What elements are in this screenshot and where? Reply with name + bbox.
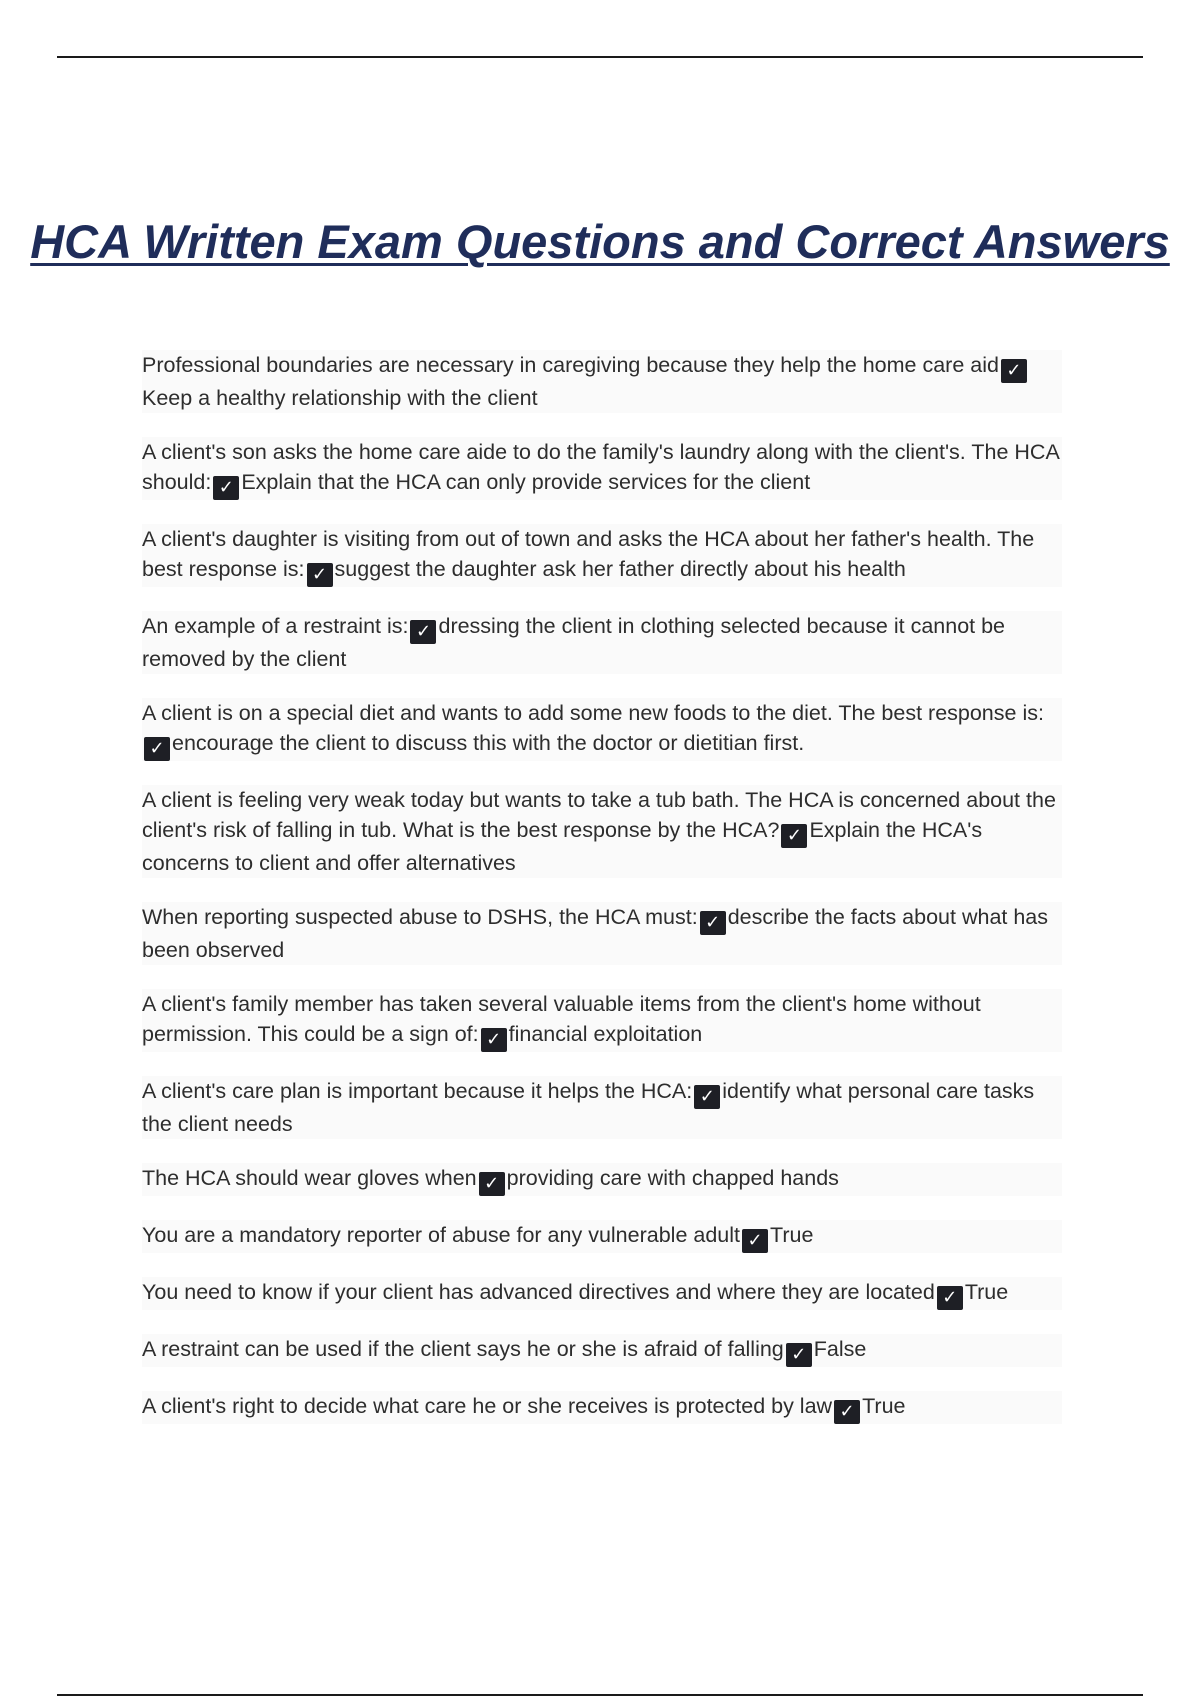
qa-item <box>142 989 1062 1052</box>
qa-item <box>142 1076 1062 1139</box>
check-mark-icon: ✓ <box>700 911 726 935</box>
question-text: When reporting suspected abuse to DSHS, the HCA must: <box>142 905 698 929</box>
answer-text: encourage the client to discuss this with the doctor or dietitian first. <box>172 731 805 755</box>
top-divider <box>57 56 1143 58</box>
bottom-divider <box>57 1694 1143 1696</box>
question-text: A client is on a special diet and wants to add some new foods to the diet. The best response is: <box>142 701 1044 725</box>
answer-text: financial exploitation <box>508 1022 703 1046</box>
answer-text: identify what personal care tasks the client needs <box>142 1079 1035 1136</box>
qa-item <box>142 1277 1062 1310</box>
document-title: HCA Written Exam Questions and Correct Answers <box>30 215 1170 268</box>
check-mark-icon: ✓ <box>781 824 807 848</box>
question-text: A client's daughter is visiting from out of town and asks the HCA about her father's health. The best response is: <box>142 527 1035 581</box>
qa-list <box>142 350 1062 1424</box>
qa-item <box>142 611 1062 674</box>
question-text: An example of a restraint is: <box>142 614 409 638</box>
question-text: The HCA should wear gloves when <box>142 1166 477 1190</box>
check-mark-icon: ✓ <box>307 563 333 587</box>
check-mark-icon: ✓ <box>937 1286 963 1310</box>
qa-item <box>142 350 1062 413</box>
answer-text: Keep a healthy relationship with the client <box>142 386 538 410</box>
qa-item <box>142 524 1062 587</box>
qa-item <box>142 1334 1062 1367</box>
check-mark-icon: ✓ <box>786 1343 812 1367</box>
qa-item <box>142 698 1062 761</box>
answer-text: True <box>862 1394 906 1418</box>
check-mark-icon: ✓ <box>144 737 170 761</box>
check-mark-icon: ✓ <box>1001 359 1027 383</box>
answer-text: True <box>964 1280 1009 1304</box>
qa-item <box>142 902 1062 965</box>
check-mark-icon: ✓ <box>742 1229 768 1253</box>
check-mark-icon: ✓ <box>481 1028 507 1052</box>
answer-text: False <box>813 1337 867 1361</box>
question-text: A restraint can be used if the client says he or she is afraid of falling <box>142 1337 784 1361</box>
qa-item <box>142 1391 1062 1424</box>
qa-item <box>142 1220 1062 1253</box>
answer-text: suggest the daughter ask her father directly about his health <box>334 557 906 581</box>
qa-item <box>142 1163 1062 1196</box>
answer-text: dressing the client in clothing selected because it cannot be removed by the client <box>142 614 1006 671</box>
check-mark-icon: ✓ <box>479 1172 505 1196</box>
check-mark-icon: ✓ <box>213 476 239 500</box>
question-text: You are a mandatory reporter of abuse for any vulnerable adult <box>142 1223 741 1247</box>
check-mark-icon: ✓ <box>834 1400 860 1424</box>
question-text: A client's care plan is important because it helps the HCA: <box>142 1079 693 1103</box>
qa-item <box>142 785 1062 878</box>
answer-text: describe the facts about what has been observed <box>142 905 1049 962</box>
answer-text: True <box>770 1223 814 1247</box>
question-text: Professional boundaries are necessary in caregiving because they help the home care aid <box>142 353 999 377</box>
answer-text: Explain that the HCA can only provide services for the client <box>241 470 811 494</box>
question-text: A client's family member has taken several valuable items from the client's home without permission. This could be a sign of: <box>142 992 981 1046</box>
answer-text: providing care with chapped hands <box>506 1166 839 1190</box>
qa-item <box>142 437 1062 500</box>
question-text: A client is feeling very weak today but wants to take a tub bath. The HCA is concerned about the client's risk of falling in tub. What is the best response by the HCA? <box>142 788 1056 842</box>
question-text: A client's son asks the home care aide to do the family's laundry along with the client's. The HCA should: <box>142 440 1059 494</box>
question-text: A client's right to decide what care he or she receives is protected by law <box>142 1394 833 1418</box>
check-mark-icon: ✓ <box>694 1085 720 1109</box>
question-text: You need to know if your client has advanced directives and where they are located <box>142 1280 935 1304</box>
check-mark-icon: ✓ <box>410 620 436 644</box>
answer-text: Explain the HCA's concerns to client and offer alternatives <box>142 818 983 875</box>
